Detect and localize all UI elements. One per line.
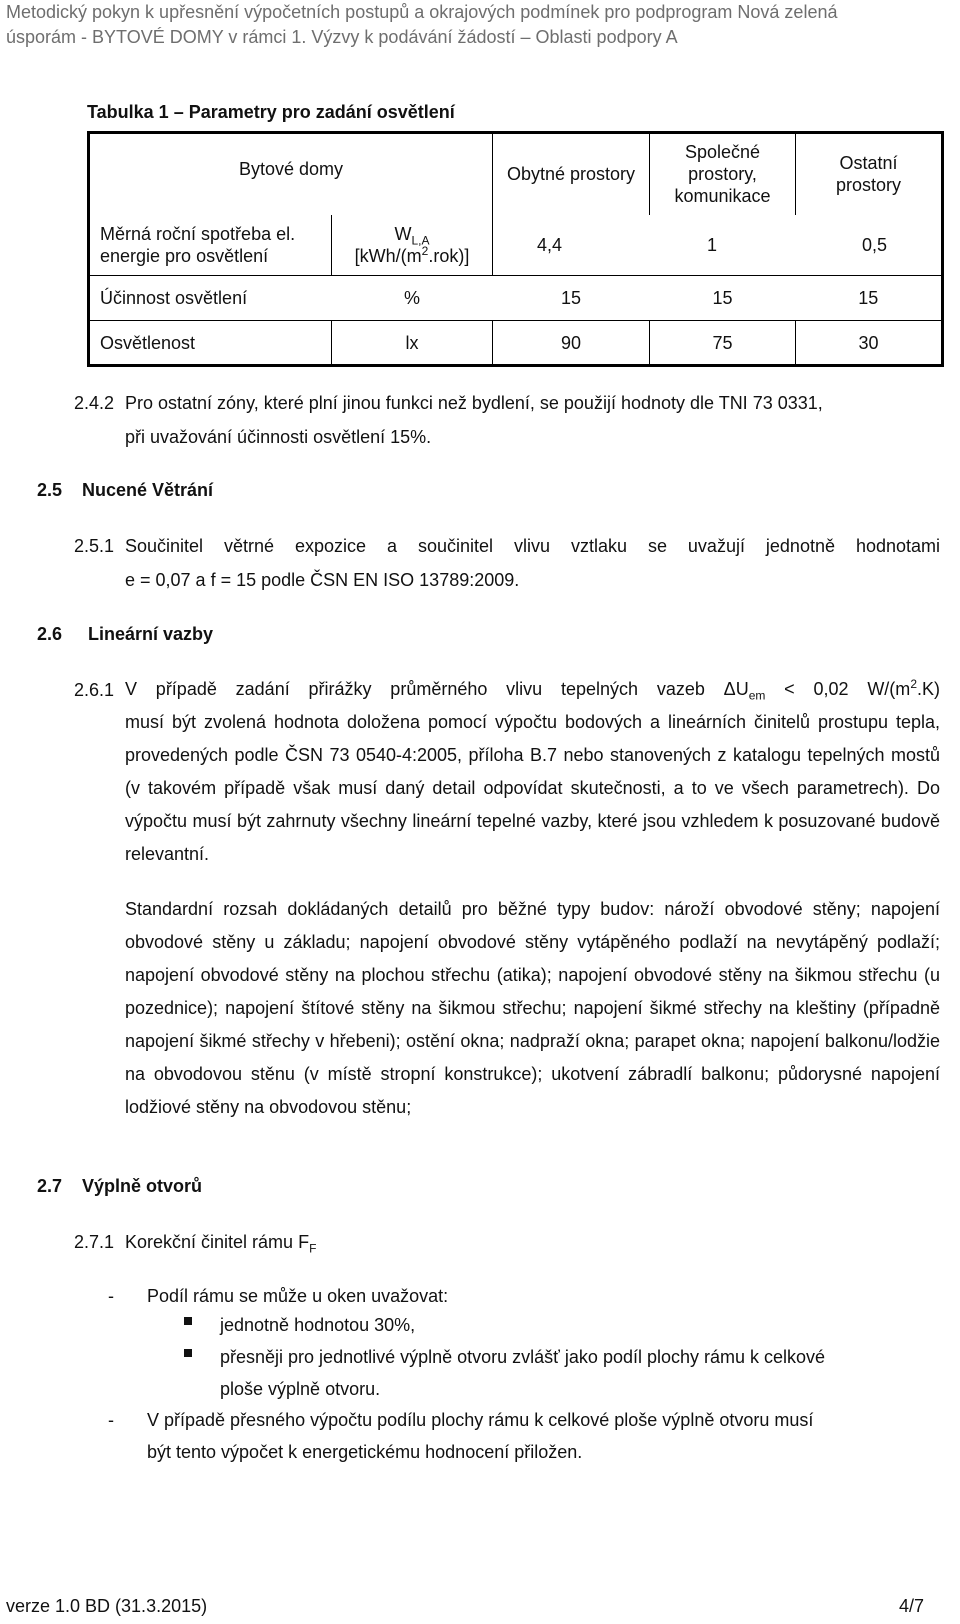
square-bullet-icon [184, 1349, 192, 1357]
table-head-col3: Ostatní prostory [796, 133, 943, 215]
section-number: 2.5 [37, 480, 63, 500]
table-row-label: Měrná roční spotřeba el. energie pro osvětlení [89, 215, 332, 276]
table-cell: 90 [493, 321, 650, 366]
section-heading: Korekční činitel rámu $F_F$ [125, 1232, 317, 1256]
section-number: 2.7.1 [74, 1232, 115, 1252]
table-cell: 75 [650, 321, 796, 366]
table-row-label: Účinnost osvětlení [89, 276, 332, 321]
table-row-unit: $W_{L,A}$ $[kWh/(m^2.rok)]$ [332, 215, 493, 276]
section-paragraph: V případě zadání přirážky průměrného vlivu tepelných vazeb $\Delta U_{em} < 0,02$ $W/(m^2.K)$ musí být zvolená hodnota doložena pomocí výpočtu bodových a lineárních činitelů prostupu tepla, provedených podle ČSN 73 0540-4:2005, příloha B.7 nebo stanovených z katalogu tepelných mostů (v takovém případě však musí daný detail odpovídat skutečnosti, a to ve všech parametrech). Do výpočtu musí být zahrnuty všechny lineární tepelné vazby, které jsou vzhledem k posuzované budově relevantní. [125, 677, 941, 864]
value-ostatni: 0,5 [861, 234, 887, 255]
value-spolecne: 1 [707, 234, 718, 255]
section-paragraph: Pro ostatní zóny, které plní jinou funkci než bydlení, se použijí hodnoty dle TNI 73 0331, při uvažování účinnosti osvětlení 15%. [125, 393, 823, 447]
table-row-label: Osvětlenost [100, 332, 196, 353]
header-line-2: úsporám - BYTOVÉ DOMY v rámci 1. Výzvy k podávání žádostí – Oblasti podpory A [6, 27, 678, 47]
section-number: 2.4.2 [74, 393, 115, 413]
table-cell: 30 [796, 321, 943, 366]
section-number: 2.5.1 [74, 536, 115, 556]
footer-version: verze 1.0 BD (31.3.2015) [6, 1596, 208, 1616]
table-cell: 15 [650, 276, 796, 321]
list-dash: - [108, 1286, 114, 1306]
lighting-parameters-table [87, 131, 944, 367]
footer-page-number: 4/7 [898, 1596, 924, 1616]
list-item: V případě přesného výpočtu podílu plochy rámu k celkové ploše výplně otvoru musí být tento výpočet k energetickému hodnocení přiložen. [147, 1410, 814, 1462]
table-head-col1: Obytné prostory [493, 133, 650, 215]
section-paragraph: Součinitel větrné expozice a součinitel vlivu vztlaku se uvažují jednotně hodnotami e = 0,07 a f = 15 podle ČSN EN ISO 13789:2009. [125, 536, 940, 590]
list-dash: - [108, 1410, 114, 1430]
header-line-1: Metodický pokyn k upřesnění výpočetních postupů a okrajových podmínek pro podprogram Nová zelená [6, 2, 838, 22]
table-head-group: Bytové domy [238, 159, 344, 180]
table-cell: 15 [493, 276, 650, 321]
section-number: 2.6.1 [74, 680, 115, 700]
section-heading: Lineární vazby [88, 624, 214, 644]
list-subitem: jednotně hodnotou 30%, [220, 1315, 416, 1335]
standard-details-paragraph: Standardní rozsah dokládaných detailů pro běžné typy budov: nároží obvodové stěny; napojení obvodové stěny u základu; napojení obvodové stěny vytápěného podlaží na nevytápěný podlaží; napojení obvodové stěny na plochou střechu (atika); napojení obvodové stěny na šikmou střechu (u pozednice); napojení štítové stěny na šikmou střechu; napojení šikmé střechy na kleštiny (případně napojení šikmé střechy v hřebeni); ostění okna; nadpraží okna; parapet okna; napojení balkonu/lodžie na obvodovou stěnu (v místě stropní konstrukce); ukotvení zábradlí balkonu; půdorysné napojení lodžiové stěny na obvodovou stěnu; [125, 899, 940, 1117]
list-subitem: přesněji pro jednotlivé výplně otvoru zvlášť jako podíl plochy rámu k celkové ploše výplně otvoru. [220, 1347, 826, 1399]
value-obytne: 4,4 [537, 234, 563, 255]
table-row-unit: % [332, 276, 493, 321]
square-bullet-icon [184, 1317, 192, 1325]
list-item: Podíl rámu se může u oken uvažovat: [147, 1286, 449, 1306]
section-number: 2.6 [37, 624, 63, 644]
table-row-values [493, 215, 943, 276]
section-number: 2.7 [37, 1176, 63, 1196]
section-heading: Výplně otvorů [82, 1176, 203, 1196]
table-caption: Tabulka 1 – Parametry pro zadání osvětlení [87, 102, 455, 122]
table-cell: 15 [796, 276, 943, 321]
section-heading: Nucené Větrání [82, 480, 214, 500]
document-header [6, 0, 837, 50]
table-head-col2: Společné prostory, komunikace [650, 133, 796, 215]
table-row-unit: lx [332, 321, 493, 366]
